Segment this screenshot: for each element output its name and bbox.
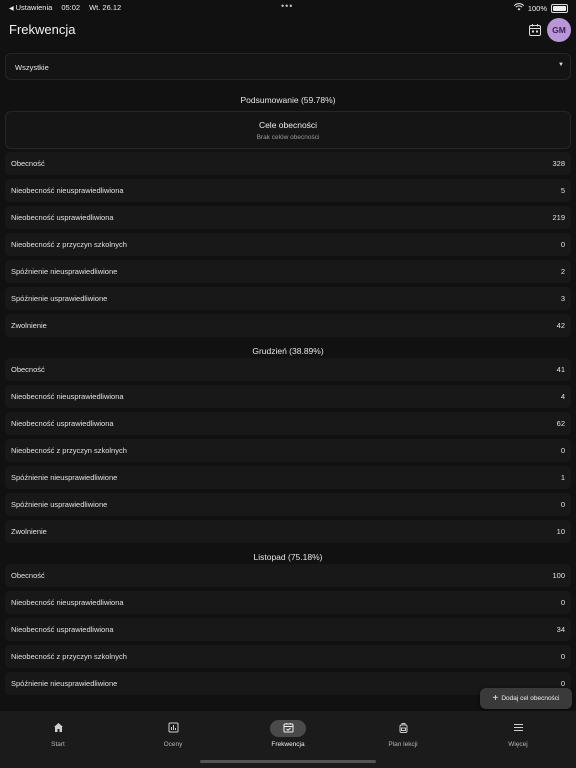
add-attendance-goal-label: Dodaj cel obecności xyxy=(501,695,560,702)
period-filter-dropdown[interactable] xyxy=(5,53,571,80)
calendar-check-icon xyxy=(283,720,294,738)
page-title: Frekwencja xyxy=(9,22,76,37)
row-label: Obecność xyxy=(11,571,45,580)
grades-chart-icon xyxy=(168,720,179,738)
tab-more[interactable] xyxy=(478,720,558,748)
row-label: Spóźnienie usprawiedliwione xyxy=(11,294,108,303)
row-label: Nieobecność nieusprawiedliwiona xyxy=(11,392,124,401)
wifi-icon xyxy=(514,3,524,13)
summary-row xyxy=(5,260,571,283)
row-value: 0 xyxy=(560,240,565,249)
december-row xyxy=(5,439,571,462)
tab-start[interactable] xyxy=(18,720,98,748)
tab-timetable[interactable] xyxy=(363,720,443,748)
summary-row xyxy=(5,179,571,202)
status-bar xyxy=(0,0,576,14)
november-section-title: Listopad (75.18%) xyxy=(253,552,323,562)
row-value: 10 xyxy=(556,527,565,536)
row-label: Spóźnienie nieusprawiedliwione xyxy=(11,473,118,482)
row-value: 100 xyxy=(552,571,565,580)
summary-row xyxy=(5,206,571,229)
row-label: Spóźnienie nieusprawiedliwione xyxy=(11,267,118,276)
december-row xyxy=(5,385,571,408)
row-label: Obecność xyxy=(11,159,45,168)
summary-row xyxy=(5,314,571,337)
status-time: 05:02 xyxy=(61,3,81,12)
attendance-goals-title: Cele obecności xyxy=(258,120,318,130)
row-label: Nieobecność nieusprawiedliwiona xyxy=(11,598,124,607)
row-value: 0 xyxy=(560,652,565,661)
summary-row xyxy=(5,233,571,256)
row-label: Nieobecność usprawiedliwiona xyxy=(11,625,114,634)
menu-icon xyxy=(513,720,524,738)
avatar[interactable]: GM xyxy=(547,18,571,42)
back-to-settings-link[interactable]: ◀ Ustawienia xyxy=(9,3,52,12)
row-label: Zwolnienie xyxy=(11,527,47,536)
backpack-icon xyxy=(398,720,409,738)
row-label: Spóźnienie usprawiedliwione xyxy=(11,500,108,509)
battery-icon xyxy=(551,4,568,13)
tab-grades[interactable] xyxy=(133,720,213,748)
row-label: Spóźnienie nieusprawiedliwione xyxy=(11,679,118,688)
tab-label: Start xyxy=(51,741,65,748)
calendar-icon[interactable] xyxy=(528,23,542,37)
tab-label: Plan lekcji xyxy=(388,741,418,748)
row-value: 0 xyxy=(560,446,565,455)
december-row xyxy=(5,520,571,543)
row-label: Obecność xyxy=(11,365,45,374)
row-label: Nieobecność z przyczyn szkolnych xyxy=(11,240,127,249)
row-value: 1 xyxy=(560,473,565,482)
tab-attendance[interactable] xyxy=(248,720,328,748)
row-value: 42 xyxy=(556,321,565,330)
tab-label: Oceny xyxy=(163,741,183,748)
row-label: Zwolnienie xyxy=(11,321,47,330)
row-value: 0 xyxy=(560,679,565,688)
row-value: 4 xyxy=(560,392,565,401)
attendance-goals-card xyxy=(5,111,571,149)
row-value: 2 xyxy=(560,267,565,276)
plus-icon: + xyxy=(492,692,499,704)
row-value: 328 xyxy=(552,159,565,168)
home-indicator[interactable] xyxy=(200,760,376,763)
row-value: 3 xyxy=(560,294,565,303)
tab-label: Frekwencja xyxy=(271,741,305,748)
november-row xyxy=(5,645,571,668)
row-label: Nieobecność z przyczyn szkolnych xyxy=(11,652,127,661)
row-value: 41 xyxy=(556,365,565,374)
row-label: Nieobecność usprawiedliwiona xyxy=(11,419,114,428)
summary-section-title: Podsumowanie (59.78%) xyxy=(240,95,336,105)
battery-percent: 100% xyxy=(527,3,547,13)
row-value: 5 xyxy=(560,186,565,195)
december-row xyxy=(5,358,571,381)
period-filter-value: Wszystkie xyxy=(15,63,49,72)
row-label: Nieobecność nieusprawiedliwiona xyxy=(11,186,124,195)
row-label: Nieobecność z przyczyn szkolnych xyxy=(11,446,127,455)
november-row xyxy=(5,564,571,587)
row-value: 0 xyxy=(560,598,565,607)
row-value: 34 xyxy=(556,625,565,634)
home-icon xyxy=(53,720,64,738)
row-label: Nieobecność usprawiedliwiona xyxy=(11,213,114,222)
row-value: 219 xyxy=(552,213,565,222)
december-section-title: Grudzień (38.89%) xyxy=(252,346,324,356)
december-row xyxy=(5,493,571,516)
attendance-goals-empty-text: Brak celów obecności xyxy=(256,134,320,141)
add-attendance-goal-button[interactable] xyxy=(480,688,572,709)
summary-row xyxy=(5,287,571,310)
november-row xyxy=(5,591,571,614)
dropdown-caret-icon: ▼ xyxy=(558,62,564,68)
status-date: Wt. 26.12 xyxy=(89,3,122,12)
december-row xyxy=(5,412,571,435)
row-value: 62 xyxy=(556,419,565,428)
row-value: 0 xyxy=(560,500,565,509)
tab-label: Więcej xyxy=(508,741,528,748)
multitasking-dots-icon[interactable]: ••• xyxy=(281,1,294,11)
november-row xyxy=(5,618,571,641)
summary-row xyxy=(5,152,571,175)
december-row xyxy=(5,466,571,489)
